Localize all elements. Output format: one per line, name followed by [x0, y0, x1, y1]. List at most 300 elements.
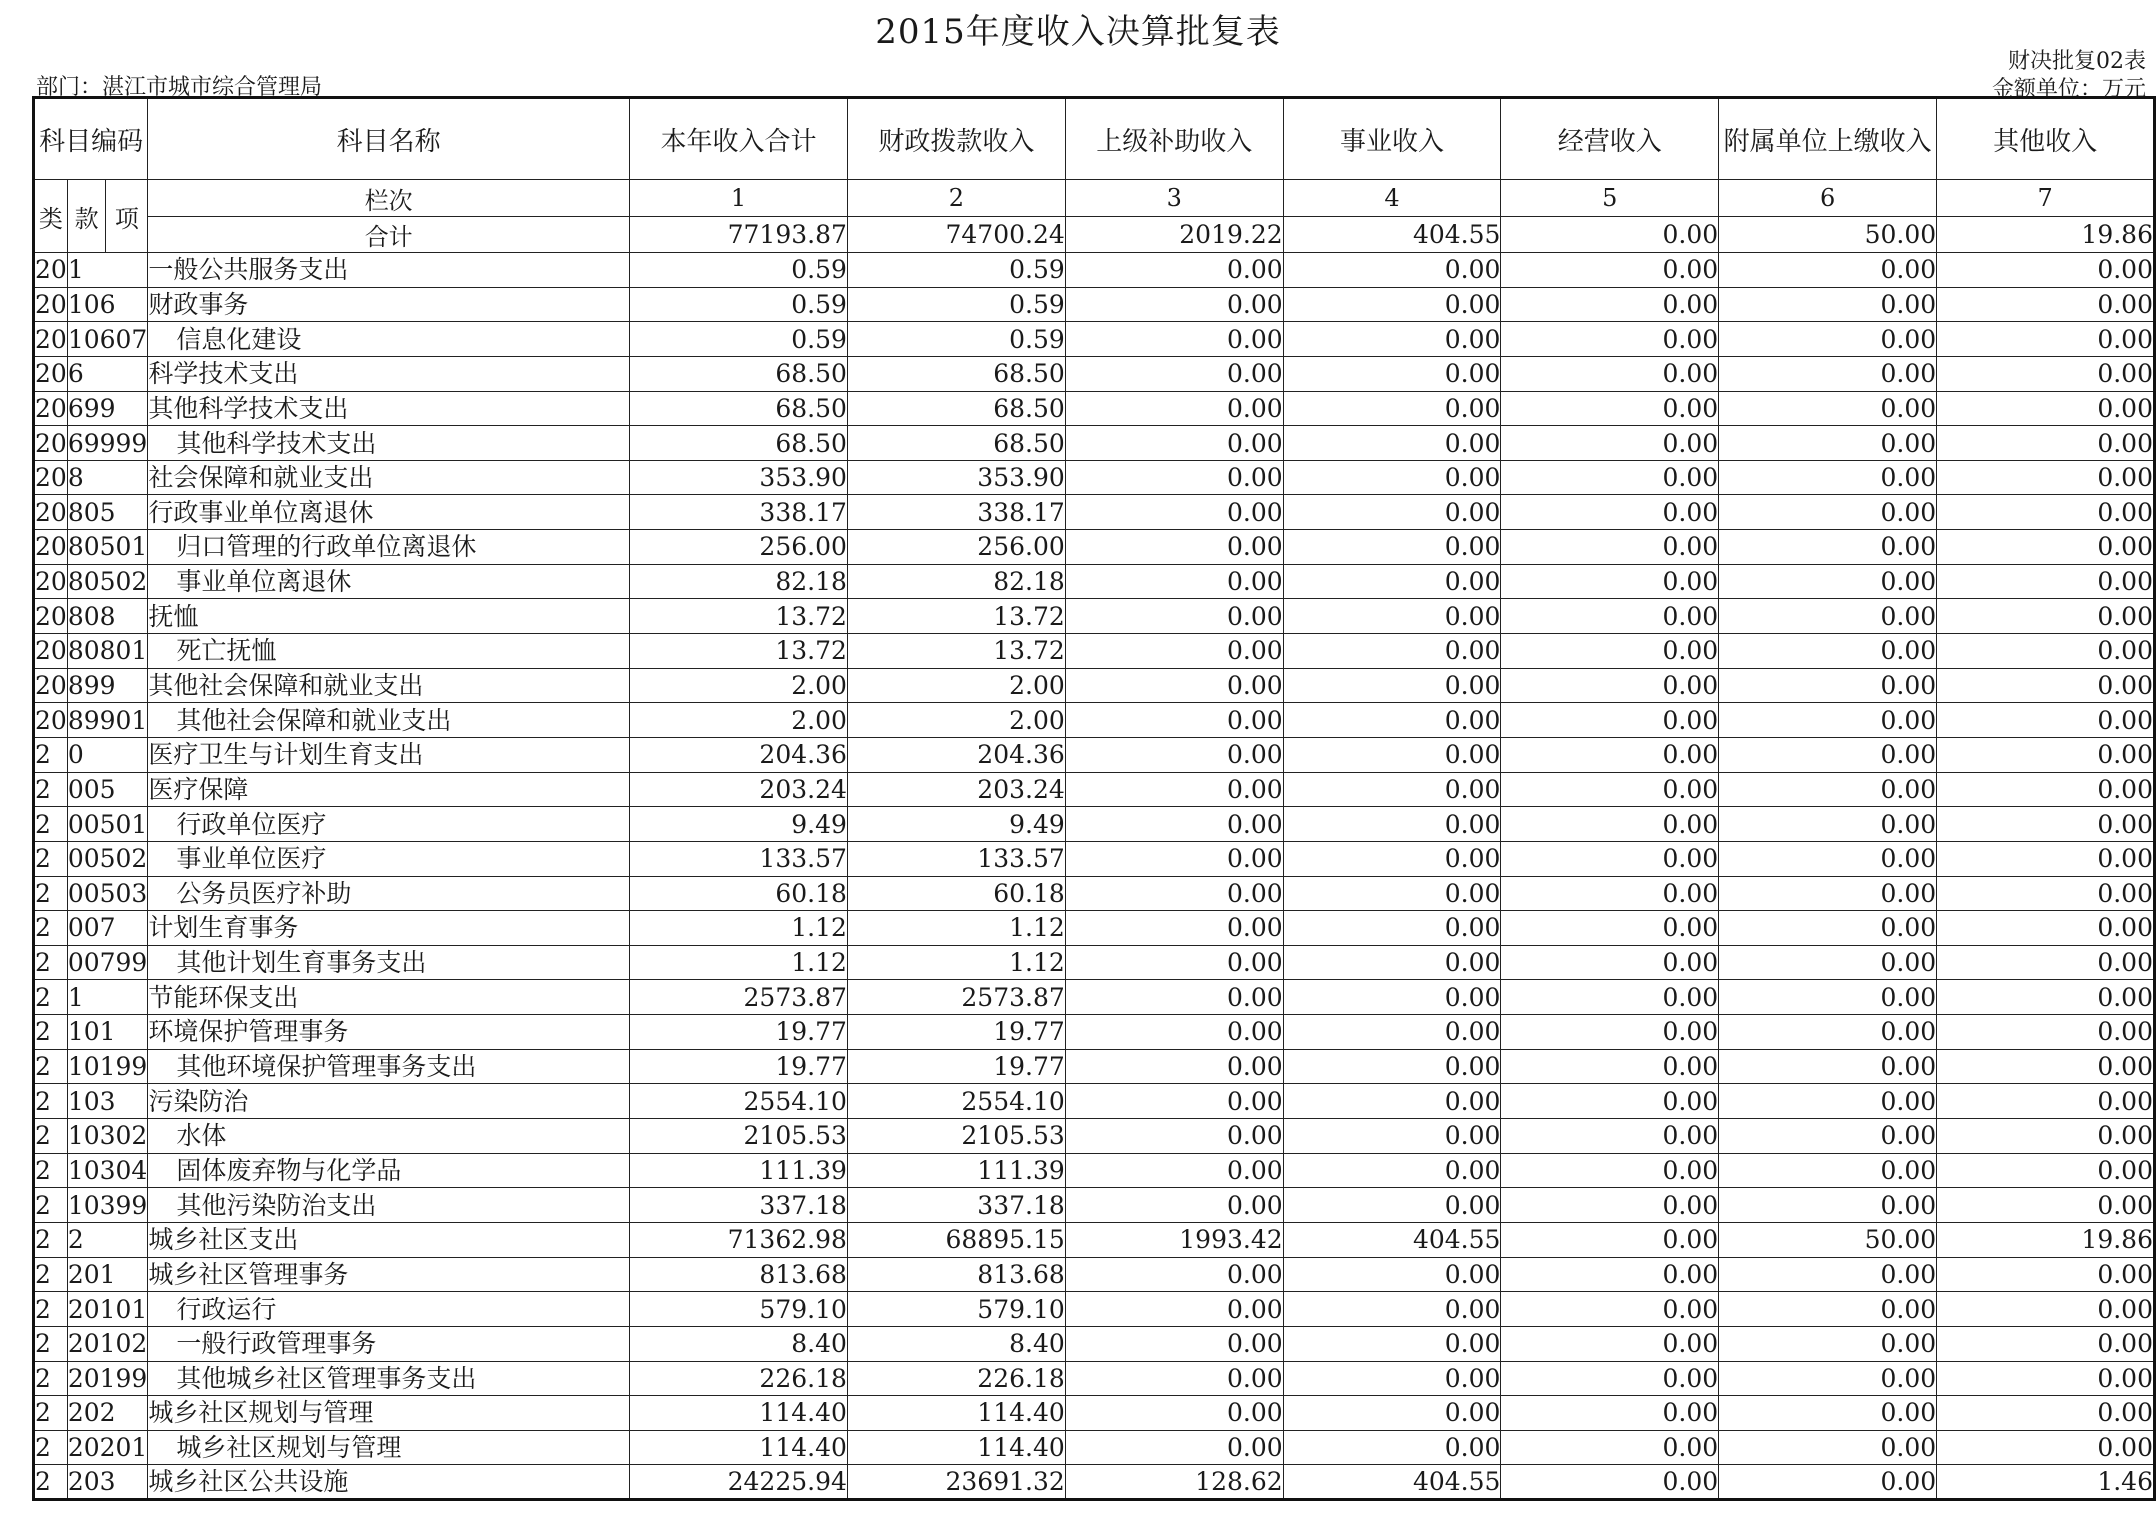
- row-value-1: 19.77: [630, 1015, 848, 1050]
- row-value-7: 0.00: [1937, 737, 2155, 772]
- row-code: 0: [67, 737, 148, 772]
- row-value-6: 0.00: [1719, 911, 1937, 946]
- table-row: [34, 1361, 2155, 1396]
- row-value-6: 0.00: [1719, 599, 1937, 634]
- row-lei: 2: [34, 1396, 68, 1431]
- row-value-7: 0.00: [1937, 1292, 2155, 1327]
- row-value-7: 0.00: [1937, 1084, 2155, 1119]
- col-number-4: 4: [1283, 180, 1501, 217]
- row-value-6: 0.00: [1719, 703, 1937, 738]
- table-row: [34, 1257, 2155, 1292]
- row-value-5: 0.00: [1501, 1153, 1719, 1188]
- row-value-3: 0.00: [1065, 980, 1283, 1015]
- row-value-3: 0.00: [1065, 1084, 1283, 1119]
- row-value-5: 0.00: [1501, 426, 1719, 461]
- row-name: 其他环境保护管理事务支出: [148, 1049, 630, 1084]
- row-name: 其他科学技术支出: [148, 426, 630, 461]
- row-value-5: 0.00: [1501, 356, 1719, 391]
- row-value-2: 0.59: [847, 287, 1065, 322]
- table-row: [34, 356, 2155, 391]
- row-value-5: 0.00: [1501, 807, 1719, 842]
- row-value-7: 0.00: [1937, 1049, 2155, 1084]
- row-value-5: 0.00: [1501, 980, 1719, 1015]
- row-value-2: 2573.87: [847, 980, 1065, 1015]
- row-lei: 20: [34, 253, 68, 288]
- row-value-3: 0.00: [1065, 703, 1283, 738]
- row-lei: 2: [34, 1465, 68, 1500]
- header-col-2: 财政拨款收入: [847, 98, 1065, 180]
- table-row: [34, 703, 2155, 738]
- row-value-2: 338.17: [847, 495, 1065, 530]
- row-value-3: 0.00: [1065, 391, 1283, 426]
- row-value-4: 0.00: [1283, 322, 1501, 357]
- row-value-5: 0.00: [1501, 911, 1719, 946]
- row-value-3: 0.00: [1065, 253, 1283, 288]
- row-value-6: 0.00: [1719, 1119, 1937, 1154]
- col-number-6: 6: [1719, 180, 1937, 217]
- row-value-5: 0.00: [1501, 703, 1719, 738]
- table-row: [34, 253, 2155, 288]
- col-number-5: 5: [1501, 180, 1719, 217]
- header-col-5: 经营收入: [1501, 98, 1719, 180]
- row-lei: 20: [34, 495, 68, 530]
- row-value-3: 0.00: [1065, 945, 1283, 980]
- row-value-3: 0.00: [1065, 1430, 1283, 1465]
- row-value-2: 114.40: [847, 1396, 1065, 1431]
- row-value-4: 0.00: [1283, 564, 1501, 599]
- row-value-2: 226.18: [847, 1361, 1065, 1396]
- row-name: 信息化建设: [148, 322, 630, 357]
- row-value-4: 0.00: [1283, 1119, 1501, 1154]
- row-value-7: 0.00: [1937, 772, 2155, 807]
- table-row: [34, 1188, 2155, 1223]
- row-code: 699: [67, 391, 148, 426]
- row-value-5: 0.00: [1501, 1430, 1719, 1465]
- row-value-3: 0.00: [1065, 1153, 1283, 1188]
- row-value-3: 0.00: [1065, 841, 1283, 876]
- row-value-1: 133.57: [630, 841, 848, 876]
- row-code: 899: [67, 668, 148, 703]
- row-value-4: 0.00: [1283, 530, 1501, 565]
- row-value-7: 0.00: [1937, 807, 2155, 842]
- header-code-group: 科目编码: [34, 98, 148, 180]
- row-value-5: 0.00: [1501, 599, 1719, 634]
- row-value-4: 0.00: [1283, 1188, 1501, 1223]
- row-value-4: 0.00: [1283, 945, 1501, 980]
- row-lei: 20: [34, 703, 68, 738]
- row-lei: 20: [34, 322, 68, 357]
- row-lei: 20: [34, 599, 68, 634]
- row-value-4: 0.00: [1283, 1084, 1501, 1119]
- table-row: [34, 426, 2155, 461]
- row-name: 行政单位医疗: [148, 807, 630, 842]
- header-lanci: 栏次: [148, 180, 630, 217]
- row-lei: 20: [34, 668, 68, 703]
- row-value-5: 0.00: [1501, 876, 1719, 911]
- row-lei: 2: [34, 1430, 68, 1465]
- row-value-7: 0.00: [1937, 356, 2155, 391]
- row-value-6: 0.00: [1719, 495, 1937, 530]
- row-code: 203: [67, 1465, 148, 1500]
- row-value-5: 0.00: [1501, 1049, 1719, 1084]
- header-col-3: 上级补助收入: [1065, 98, 1283, 180]
- row-name: 事业单位离退休: [148, 564, 630, 599]
- row-value-7: 0.00: [1937, 1396, 2155, 1431]
- row-value-4: 0.00: [1283, 807, 1501, 842]
- header-xiang: 项: [106, 180, 148, 253]
- row-value-6: 0.00: [1719, 1326, 1937, 1361]
- row-name: 事业单位医疗: [148, 841, 630, 876]
- row-value-7: 0.00: [1937, 1430, 2155, 1465]
- row-value-6: 0.00: [1719, 322, 1937, 357]
- row-value-7: 19.86: [1937, 1222, 2155, 1257]
- total-value-6: 50.00: [1719, 217, 1937, 253]
- row-value-7: 1.46: [1937, 1465, 2155, 1500]
- table-row: [34, 495, 2155, 530]
- row-value-2: 2105.53: [847, 1119, 1065, 1154]
- row-value-6: 0.00: [1719, 807, 1937, 842]
- row-value-4: 0.00: [1283, 391, 1501, 426]
- row-value-6: 0.00: [1719, 737, 1937, 772]
- row-value-1: 68.50: [630, 391, 848, 426]
- row-value-3: 0.00: [1065, 668, 1283, 703]
- row-lei: 2: [34, 1119, 68, 1154]
- header-name: 科目名称: [148, 98, 630, 180]
- row-name: 城乡社区支出: [148, 1222, 630, 1257]
- row-name: 其他计划生育事务支出: [148, 945, 630, 980]
- row-value-4: 0.00: [1283, 737, 1501, 772]
- row-value-2: 9.49: [847, 807, 1065, 842]
- col-number-3: 3: [1065, 180, 1283, 217]
- row-value-4: 0.00: [1283, 1430, 1501, 1465]
- row-value-4: 0.00: [1283, 599, 1501, 634]
- row-value-5: 0.00: [1501, 945, 1719, 980]
- table-row: [34, 876, 2155, 911]
- row-value-2: 111.39: [847, 1153, 1065, 1188]
- row-value-1: 111.39: [630, 1153, 848, 1188]
- row-code: 106: [67, 287, 148, 322]
- row-value-4: 0.00: [1283, 356, 1501, 391]
- table-row: [34, 599, 2155, 634]
- row-value-2: 0.59: [847, 253, 1065, 288]
- row-value-4: 0.00: [1283, 841, 1501, 876]
- row-value-3: 0.00: [1065, 530, 1283, 565]
- row-value-1: 2105.53: [630, 1119, 848, 1154]
- row-code: 69999: [67, 426, 148, 461]
- row-code: 20199: [67, 1361, 148, 1396]
- total-value-5: 0.00: [1501, 217, 1719, 253]
- col-number-7: 7: [1937, 180, 2155, 217]
- row-value-3: 0.00: [1065, 876, 1283, 911]
- row-name: 计划生育事务: [148, 911, 630, 946]
- row-value-4: 0.00: [1283, 253, 1501, 288]
- row-value-3: 0.00: [1065, 1292, 1283, 1327]
- row-value-7: 0.00: [1937, 426, 2155, 461]
- table-row: [34, 772, 2155, 807]
- row-value-5: 0.00: [1501, 1015, 1719, 1050]
- row-value-7: 0.00: [1937, 564, 2155, 599]
- header-kuan: 款: [67, 180, 106, 253]
- row-value-5: 0.00: [1501, 287, 1719, 322]
- row-value-3: 0.00: [1065, 1188, 1283, 1223]
- row-value-6: 0.00: [1719, 772, 1937, 807]
- row-name: 公务员医疗补助: [148, 876, 630, 911]
- row-value-3: 0.00: [1065, 1396, 1283, 1431]
- row-value-3: 0.00: [1065, 287, 1283, 322]
- row-value-4: 0.00: [1283, 772, 1501, 807]
- row-name: 医疗卫生与计划生育支出: [148, 737, 630, 772]
- row-value-7: 0.00: [1937, 391, 2155, 426]
- row-value-6: 0.00: [1719, 460, 1937, 495]
- row-value-4: 0.00: [1283, 876, 1501, 911]
- row-code: 2: [67, 1222, 148, 1257]
- row-value-7: 0.00: [1937, 287, 2155, 322]
- row-value-1: 114.40: [630, 1430, 848, 1465]
- row-name: 科学技术支出: [148, 356, 630, 391]
- row-value-2: 2.00: [847, 703, 1065, 738]
- row-value-6: 0.00: [1719, 253, 1937, 288]
- table-row: [34, 1430, 2155, 1465]
- row-lei: 2: [34, 1084, 68, 1119]
- row-value-3: 0.00: [1065, 322, 1283, 357]
- row-value-7: 0.00: [1937, 980, 2155, 1015]
- total-value-1: 77193.87: [630, 217, 848, 253]
- row-value-6: 0.00: [1719, 1188, 1937, 1223]
- row-code: 10607: [67, 322, 148, 357]
- row-code: 80801: [67, 634, 148, 669]
- row-value-5: 0.00: [1501, 737, 1719, 772]
- row-value-5: 0.00: [1501, 1361, 1719, 1396]
- row-value-5: 0.00: [1501, 1188, 1719, 1223]
- row-value-4: 0.00: [1283, 1049, 1501, 1084]
- row-lei: 2: [34, 1222, 68, 1257]
- total-value-4: 404.55: [1283, 217, 1501, 253]
- row-value-1: 2.00: [630, 703, 848, 738]
- row-value-4: 0.00: [1283, 980, 1501, 1015]
- table-body: [34, 253, 2155, 1500]
- row-value-5: 0.00: [1501, 841, 1719, 876]
- row-lei: 20: [34, 391, 68, 426]
- row-lei: 2: [34, 1049, 68, 1084]
- row-value-5: 0.00: [1501, 1084, 1719, 1119]
- row-value-6: 0.00: [1719, 945, 1937, 980]
- row-value-2: 0.59: [847, 322, 1065, 357]
- row-value-5: 0.00: [1501, 253, 1719, 288]
- row-lei: 2: [34, 841, 68, 876]
- row-name: 污染防治: [148, 1084, 630, 1119]
- row-name: 节能环保支出: [148, 980, 630, 1015]
- row-value-1: 68.50: [630, 356, 848, 391]
- row-value-2: 203.24: [847, 772, 1065, 807]
- row-code: 101: [67, 1015, 148, 1050]
- row-name: 抚恤: [148, 599, 630, 634]
- row-value-7: 0.00: [1937, 1188, 2155, 1223]
- row-value-3: 128.62: [1065, 1465, 1283, 1500]
- row-value-6: 0.00: [1719, 287, 1937, 322]
- header-col-1: 本年收入合计: [630, 98, 848, 180]
- table-row: [34, 287, 2155, 322]
- row-value-3: 0.00: [1065, 564, 1283, 599]
- row-value-5: 0.00: [1501, 530, 1719, 565]
- row-value-7: 0.00: [1937, 530, 2155, 565]
- row-lei: 20: [34, 564, 68, 599]
- row-value-2: 813.68: [847, 1257, 1065, 1292]
- row-value-1: 0.59: [630, 253, 848, 288]
- table-row: [34, 1292, 2155, 1327]
- row-code: 10304: [67, 1153, 148, 1188]
- row-code: 1: [67, 980, 148, 1015]
- row-value-7: 0.00: [1937, 1015, 2155, 1050]
- row-value-7: 0.00: [1937, 495, 2155, 530]
- row-value-6: 0.00: [1719, 1015, 1937, 1050]
- row-value-1: 256.00: [630, 530, 848, 565]
- row-value-1: 0.59: [630, 287, 848, 322]
- row-lei: 2: [34, 1292, 68, 1327]
- table-row: [34, 322, 2155, 357]
- row-name: 城乡社区规划与管理: [148, 1430, 630, 1465]
- row-code: 80502: [67, 564, 148, 599]
- row-value-6: 0.00: [1719, 564, 1937, 599]
- row-value-4: 0.00: [1283, 634, 1501, 669]
- row-code: 1: [67, 253, 148, 288]
- row-value-5: 0.00: [1501, 1292, 1719, 1327]
- row-value-7: 0.00: [1937, 322, 2155, 357]
- row-value-6: 0.00: [1719, 1361, 1937, 1396]
- row-value-6: 0.00: [1719, 1049, 1937, 1084]
- row-value-5: 0.00: [1501, 495, 1719, 530]
- row-value-3: 0.00: [1065, 356, 1283, 391]
- row-value-4: 0.00: [1283, 1292, 1501, 1327]
- row-lei: 2: [34, 1188, 68, 1223]
- row-value-5: 0.00: [1501, 1119, 1719, 1154]
- row-value-7: 0.00: [1937, 841, 2155, 876]
- row-value-1: 1.12: [630, 945, 848, 980]
- row-name: 其他污染防治支出: [148, 1188, 630, 1223]
- row-value-6: 0.00: [1719, 634, 1937, 669]
- header-lei: 类: [34, 180, 68, 253]
- row-value-6: 0.00: [1719, 1396, 1937, 1431]
- row-value-3: 1993.42: [1065, 1222, 1283, 1257]
- row-value-6: 0.00: [1719, 1084, 1937, 1119]
- col-number-1: 1: [630, 180, 848, 217]
- total-label: 合计: [148, 217, 630, 253]
- row-name: 一般公共服务支出: [148, 253, 630, 288]
- row-value-1: 13.72: [630, 634, 848, 669]
- row-lei: 2: [34, 1361, 68, 1396]
- row-value-2: 337.18: [847, 1188, 1065, 1223]
- row-code: 10399: [67, 1188, 148, 1223]
- row-value-2: 60.18: [847, 876, 1065, 911]
- row-value-1: 82.18: [630, 564, 848, 599]
- row-value-4: 0.00: [1283, 668, 1501, 703]
- row-value-3: 0.00: [1065, 807, 1283, 842]
- row-code: 00501: [67, 807, 148, 842]
- row-name: 行政运行: [148, 1292, 630, 1327]
- row-code: 89901: [67, 703, 148, 738]
- row-value-1: 338.17: [630, 495, 848, 530]
- row-name: 一般行政管理事务: [148, 1326, 630, 1361]
- row-value-6: 0.00: [1719, 980, 1937, 1015]
- row-name: 水体: [148, 1119, 630, 1154]
- row-lei: 20: [34, 287, 68, 322]
- total-row: [34, 217, 2155, 253]
- row-value-2: 82.18: [847, 564, 1065, 599]
- row-name: 其他社会保障和就业支出: [148, 703, 630, 738]
- row-value-7: 0.00: [1937, 253, 2155, 288]
- row-code: 20102: [67, 1326, 148, 1361]
- row-value-7: 0.00: [1937, 703, 2155, 738]
- row-value-6: 0.00: [1719, 530, 1937, 565]
- income-table: [32, 96, 2156, 1501]
- table-row: [34, 841, 2155, 876]
- row-value-5: 0.00: [1501, 1326, 1719, 1361]
- row-value-3: 0.00: [1065, 772, 1283, 807]
- row-value-1: 60.18: [630, 876, 848, 911]
- row-code: 10302: [67, 1119, 148, 1154]
- row-value-3: 0.00: [1065, 1326, 1283, 1361]
- table-row: [34, 807, 2155, 842]
- table-row: [34, 1015, 2155, 1050]
- department-label: 部门：湛江市城市综合管理局: [36, 75, 323, 100]
- row-value-6: 0.00: [1719, 1430, 1937, 1465]
- row-name: 死亡抚恤: [148, 634, 630, 669]
- row-value-4: 0.00: [1283, 1153, 1501, 1188]
- row-code: 20101: [67, 1292, 148, 1327]
- row-name: 其他科学技术支出: [148, 391, 630, 426]
- table-row: [34, 1396, 2155, 1431]
- row-code: 00502: [67, 841, 148, 876]
- row-code: 202: [67, 1396, 148, 1431]
- header-col-7: 其他收入: [1937, 98, 2155, 180]
- row-value-5: 0.00: [1501, 1396, 1719, 1431]
- row-value-2: 13.72: [847, 634, 1065, 669]
- table-row: [34, 1465, 2155, 1500]
- row-code: 805: [67, 495, 148, 530]
- row-value-2: 19.77: [847, 1015, 1065, 1050]
- row-value-7: 0.00: [1937, 634, 2155, 669]
- row-value-4: 0.00: [1283, 460, 1501, 495]
- row-value-1: 2.00: [630, 668, 848, 703]
- row-value-1: 813.68: [630, 1257, 848, 1292]
- row-value-6: 0.00: [1719, 1465, 1937, 1500]
- table-row: [34, 668, 2155, 703]
- row-value-3: 0.00: [1065, 495, 1283, 530]
- row-name: 城乡社区公共设施: [148, 1465, 630, 1500]
- row-value-7: 0.00: [1937, 1257, 2155, 1292]
- row-value-5: 0.00: [1501, 1222, 1719, 1257]
- row-value-6: 0.00: [1719, 426, 1937, 461]
- row-value-3: 0.00: [1065, 911, 1283, 946]
- row-value-4: 0.00: [1283, 1326, 1501, 1361]
- row-lei: 2: [34, 772, 68, 807]
- row-value-1: 203.24: [630, 772, 848, 807]
- row-value-2: 13.72: [847, 599, 1065, 634]
- row-value-2: 114.40: [847, 1430, 1065, 1465]
- table-row: [34, 1049, 2155, 1084]
- row-value-2: 68.50: [847, 391, 1065, 426]
- row-value-2: 68895.15: [847, 1222, 1065, 1257]
- table-row: [34, 460, 2155, 495]
- row-value-7: 0.00: [1937, 911, 2155, 946]
- row-value-3: 0.00: [1065, 1119, 1283, 1154]
- row-value-3: 0.00: [1065, 426, 1283, 461]
- table-row: [34, 530, 2155, 565]
- total-value-7: 19.86: [1937, 217, 2155, 253]
- row-value-7: 0.00: [1937, 599, 2155, 634]
- row-value-1: 19.77: [630, 1049, 848, 1084]
- row-lei: 2: [34, 980, 68, 1015]
- row-value-2: 19.77: [847, 1049, 1065, 1084]
